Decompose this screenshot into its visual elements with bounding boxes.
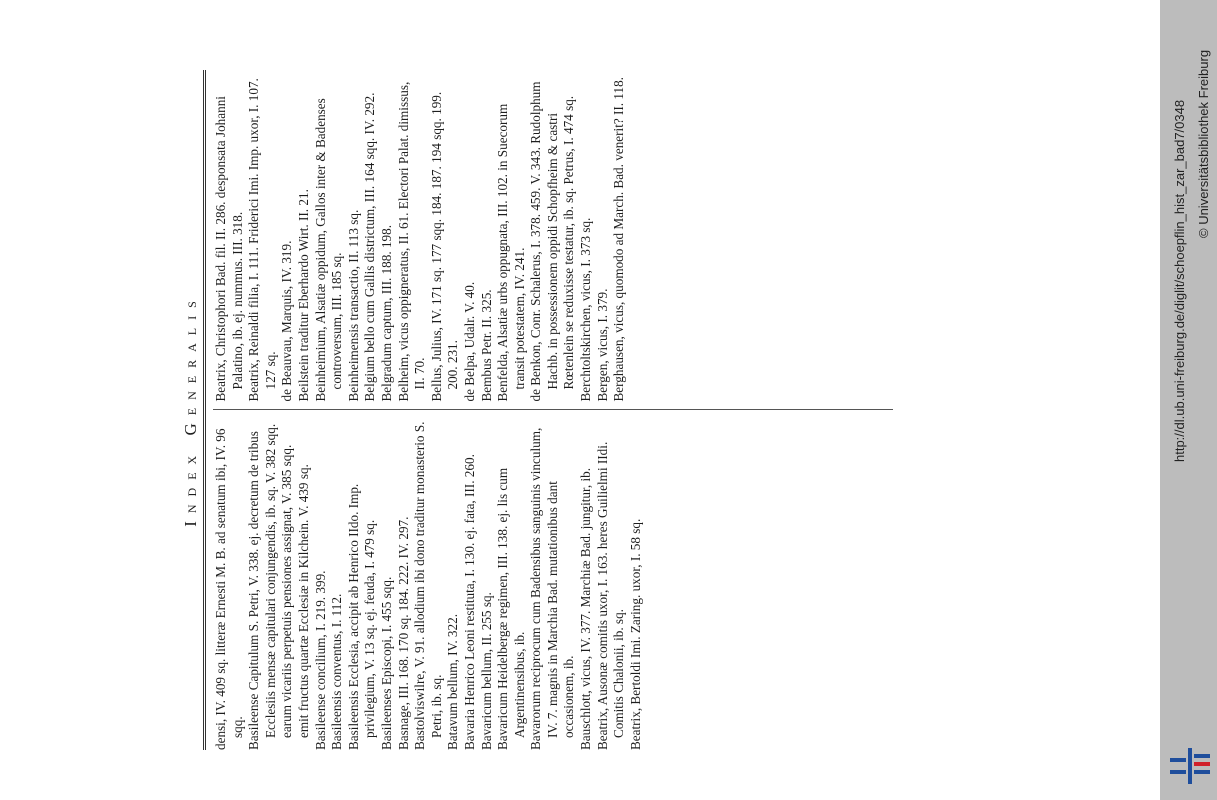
- index-entry: de Benkon, Conr. Schalerus, I. 378. 459. V. 343. Rudolphum Hachb. in possessionem oppidi Schopfheim & castri Rœtenlein se reduxisse testatur, ib. sq. Petrus, I. 474 sq.: [528, 81, 577, 402]
- index-entry: Bavarorum reciprocum cum Badensibus sanguinis vinculum, IV. 7. magnis in Marchia Bad. mutationibus dant occasionem, ib.: [528, 427, 577, 750]
- index-entry: de Belpa, Udalr. V. 40.: [461, 281, 477, 402]
- index-entry: Beatrix, Ausonæ comitis uxor, I. 163. heres Guilielmi IIdi. Comitis Chalonii, ib. sq.: [594, 441, 627, 750]
- copyright-notice: © Universitätsbibliothek Freiburg: [1196, 49, 1211, 238]
- index-entry: Bavaricum Heidelbergæ regimen, III. 138. ej. lis cum Argentinensibus, ib.: [495, 467, 527, 750]
- title-rule: [203, 70, 206, 750]
- index-entry: Belheim, vicus oppigneratus, II. 61. Electori Palat. dimissus, II. 70.: [395, 81, 428, 402]
- library-logo-icon: [1170, 748, 1210, 784]
- index-entry: Basileensis Ecclesia, accipit ab Henrico IIdo. Imp. privilegium, V. 13 sq. ej. feuda, I. 479 sq.: [345, 483, 378, 750]
- index-entry: Beinheimensis transactio, II. 113 sq.: [345, 209, 361, 402]
- index-entry: Beatrix, Reinaldi filia, I. 111. Friderici Imi. Imp. uxor, I. 107. 127 sq.: [246, 78, 278, 402]
- index-entry: densi, IV. 409 sq. litteræ Ernesti M. B. ad senatum ibi, IV. 96 sqq.: [213, 428, 245, 750]
- index-entry: Beatrix, Bertoldi Imi. Zaring. uxor, I. 58 sq.: [627, 518, 643, 750]
- index-entry: Bembus Petr. II. 325.: [478, 289, 494, 402]
- index-entry: Basileense concilium, I. 219. 399.: [312, 570, 328, 750]
- index-entry: de Beauvau, Marquis, IV. 319.: [279, 240, 295, 402]
- page-content: [173, 50, 903, 770]
- page-title: Index Generalis: [181, 293, 200, 527]
- index-entry: Benfelda, Alsatiæ urbs oppugnata, III. 102. in Suecorum transit potestatem, IV. 241.: [495, 103, 527, 402]
- index-entry: Berchtoltskirchen, vicus, I. 373 sq.: [578, 217, 594, 402]
- index-entry: Basileense Capitulum S. Petri, V. 338. ej. decretum de tribus Ecclesiis mensæ capitulari conjungendis, ib. sq. V. 382 sqq. earum vicariis perpetuis pensiones assignat, V. 385 sqq. emit fructus quartæ Ecclesiæ in Kilchein. V. 439 sq.: [246, 423, 311, 750]
- index-entry: Belgium bello cum Gallis districtum, III. 164 sqq. IV. 292.: [362, 92, 378, 402]
- index-entry: Bellus, Julius, IV. 171 sq. 177 sqq. 184. 187. 194 sqq. 199. 200. 231.: [428, 91, 461, 402]
- index-entry: Bastolviswilre, V. 91. allodium ibi dono traditur monasterio S. Petri, ib. sq.: [412, 421, 444, 750]
- index-entry: Bauschlott, vicus, IV. 377. Marchiæ Bad. jungitur, ib.: [578, 467, 594, 750]
- index-entry: Beatrix, Christophori Bad. fil. II. 286. desponsata Johanni Palatino, ib. ej. nummus. III. 318.: [213, 96, 245, 402]
- index-column-right: [213, 70, 893, 402]
- index-entry: Basileensis conventus, I. 112.: [329, 593, 345, 750]
- index-columns: [213, 70, 893, 750]
- rotated-page-area: [173, 40, 903, 760]
- index-entry: Batavum bellum, IV. 322.: [445, 613, 461, 750]
- index-column-left: [213, 419, 893, 751]
- index-entry: Bavaria Henrico Leoni restituta, I. 130. ej. fata, III. 260.: [461, 454, 477, 750]
- index-entry: Bavaricum bellum, II. 255 sq.: [478, 592, 494, 750]
- index-entry: Basnage, III. 168. 170 sq. 184. 222. IV. 297.: [395, 516, 411, 750]
- column-divider: [213, 410, 893, 411]
- index-entry: Beinheimium, Alsatiæ oppidum, Gallos inter & Badenses controversum, III. 185 sq.: [312, 98, 345, 402]
- index-entry: Bergen, vicus, I. 379.: [594, 288, 610, 402]
- index-entry: Berghausen, vicus, quomodo ad March. Bad. venerit? II. 118.: [611, 77, 627, 402]
- index-entry: Belgradum captum, III. 188. 198.: [378, 224, 394, 402]
- index-entry: Beilstein traditur Eberhardo Wirt. II. 21.: [295, 189, 311, 402]
- source-url[interactable]: http://dl.ub.uni-freiburg.de/diglit/schoepflin_hist_zar_bad7/0348: [1172, 99, 1187, 462]
- index-entry: Basileenses Episcopi, I. 455 sqq.: [378, 576, 394, 750]
